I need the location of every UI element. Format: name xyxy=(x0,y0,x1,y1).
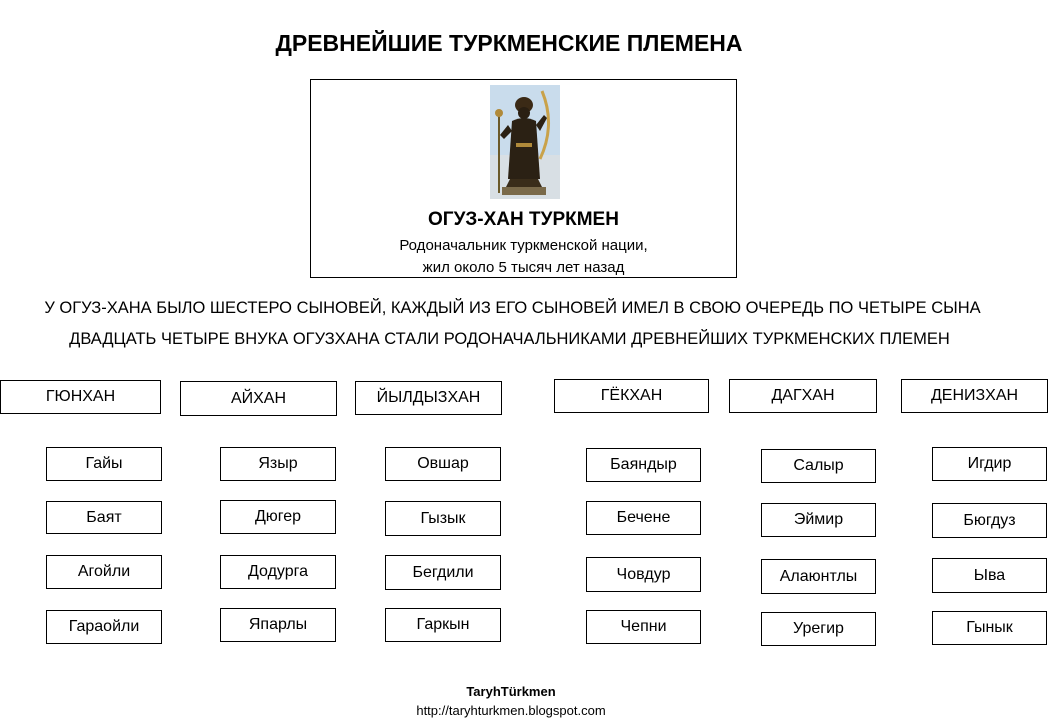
tribe-box: Овшар xyxy=(385,447,501,481)
tribe-box: Игдир xyxy=(932,447,1047,481)
son-box-daghan: ДАГХАН xyxy=(729,379,877,413)
tribe-box: Баят xyxy=(46,501,162,534)
tribe-box: Додурга xyxy=(220,555,336,589)
tribe-box: Япарлы xyxy=(220,608,336,642)
son-box-yyldyzhan: ЙЫЛДЫЗХАН xyxy=(355,381,502,415)
footer-url-link[interactable]: http://taryhturkmen.blogspot.com xyxy=(416,703,606,718)
tribe-box: Урегир xyxy=(761,612,876,646)
tribe-box: Языр xyxy=(220,447,336,481)
tribe-box: Агойли xyxy=(46,555,162,589)
tribe-box: Гараойли xyxy=(46,610,162,644)
tribe-box: Эймир xyxy=(761,503,876,537)
tribe-box: Гайы xyxy=(46,447,162,481)
son-box-denizhan: ДЕНИЗХАН xyxy=(901,379,1048,413)
tribe-box: Гынык xyxy=(932,611,1047,645)
tribe-box: Чепни xyxy=(586,610,701,644)
ancestor-name: ОГУЗ-ХАН ТУРКМЕН xyxy=(428,209,619,230)
tribe-box: Ыва xyxy=(932,558,1047,593)
tribe-box: Алаюнтлы xyxy=(761,559,876,594)
tribe-box: Бюгдуз xyxy=(932,503,1047,538)
oguz-khan-statue-image xyxy=(490,85,560,199)
ancestor-description-line-1: Родоначальник туркменской нации, xyxy=(399,237,648,254)
tribe-box: Баяндыр xyxy=(586,448,701,482)
tribe-box: Бегдили xyxy=(385,555,501,590)
son-box-gokhan: ГЁКХАН xyxy=(554,379,709,413)
ancestor-description-line-2: жил около 5 тысяч лет назад xyxy=(422,259,625,276)
tribe-box: Салыр xyxy=(761,449,876,483)
footer-site-name: TaryhTürkmen xyxy=(466,684,556,699)
tribe-box: Бечене xyxy=(586,501,701,535)
son-box-ayhan: АЙХАН xyxy=(180,381,337,416)
subtitle-line-1: У ОГУЗ-ХАНА БЫЛО ШЕСТЕРО СЫНОВЕЙ, КАЖДЫЙ ИЗ ЕГО СЫНОВЕЙ ИМЕЛ В СВОЮ ОЧЕРЕДЬ ПО ЧЕТЫРЕ СЫНА xyxy=(44,299,981,317)
page-title: ДРЕВНЕЙШИЕ ТУРКМЕНСКИЕ ПЛЕМЕНА xyxy=(275,30,743,56)
subtitle-line-2: ДВАДЦАТЬ ЧЕТЫРЕ ВНУКА ОГУЗХАНА СТАЛИ РОДОНАЧАЛЬНИКАМИ ДРЕВНЕЙШИХ ТУРКМЕНСКИХ ПЛЕМЕН xyxy=(69,330,950,348)
son-box-gunhan: ГЮНХАН xyxy=(0,380,161,414)
tribe-box: Гаркын xyxy=(385,608,501,642)
tribe-box: Човдур xyxy=(586,557,701,592)
ancestor-box xyxy=(310,79,737,278)
tribe-box: Гызык xyxy=(385,501,501,536)
tribe-box: Дюгер xyxy=(220,500,336,534)
